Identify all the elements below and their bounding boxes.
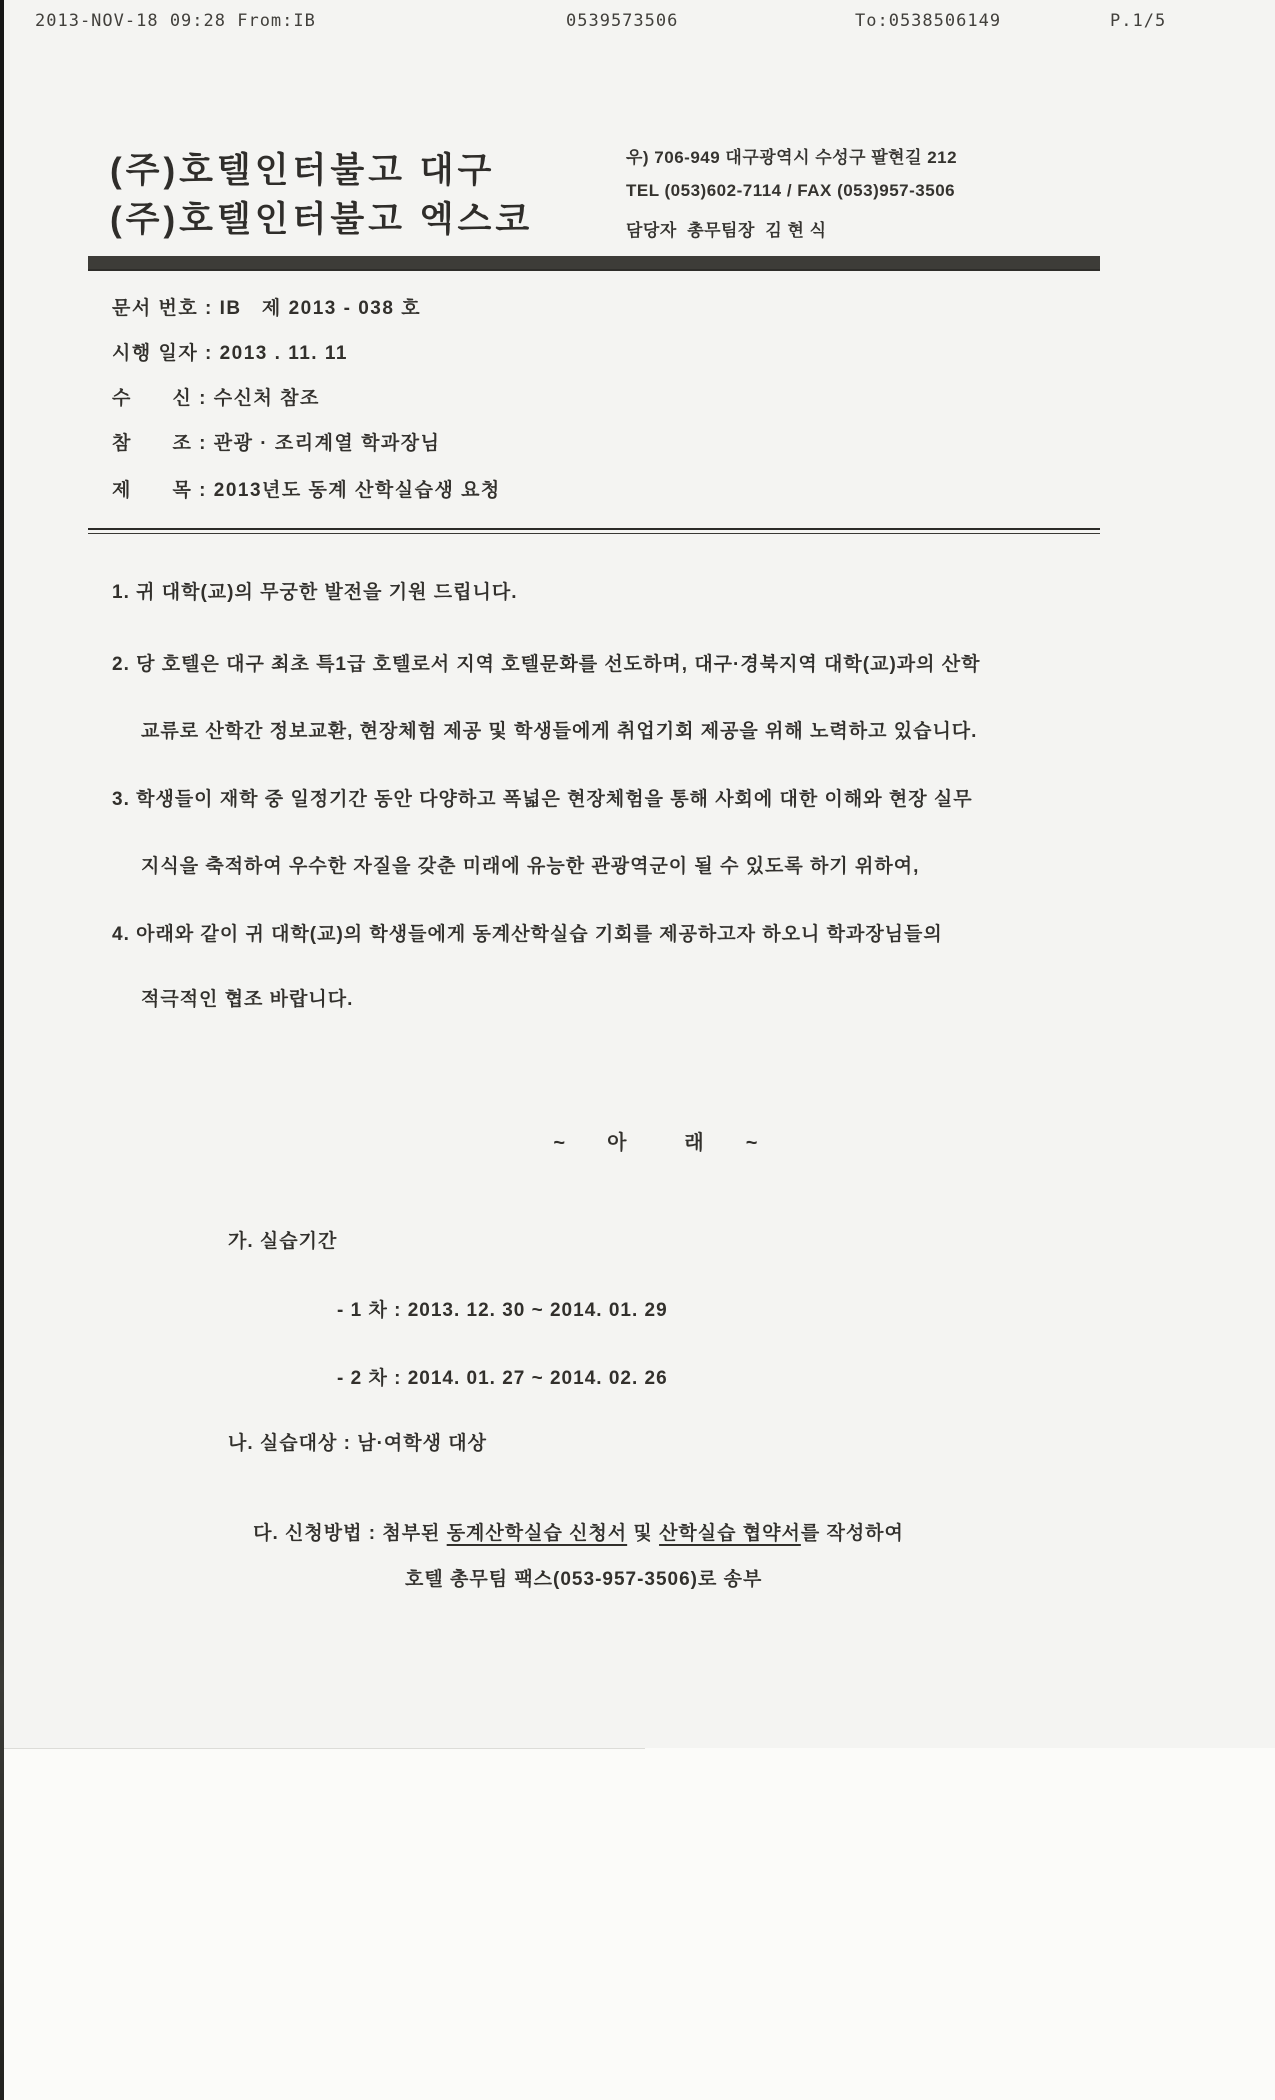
fax-header-to-number: To:0538506149: [855, 11, 1002, 31]
paragraph-4-line2: 적극적인 협조 바랍니다.: [141, 989, 354, 1010]
paragraph-2-line2: 교류로 산학간 정보교환, 현장체험 제공 및 학생들에게 취업기회 제공을 위해 노력하고 있습니다.: [141, 721, 978, 742]
annex-da-mid: 및: [627, 1523, 660, 1544]
header-rule-bar: [88, 256, 1100, 271]
doc-date-label: 시행 일자: [112, 343, 199, 364]
subject-rule-line: [88, 528, 1100, 534]
doc-recipient-row: [112, 383, 320, 410]
colon-separator: :: [198, 343, 220, 364]
sheet-edge-line: [0, 1748, 645, 1749]
annex-da-continuation: 호텔 총무팀 팩스(053-957-3506)로 송부: [405, 1569, 763, 1590]
paragraph-4-line1: 4. 아래와 같이 귀 대학(교)의 학생들에게 동계산학실습 기회를 제공하고자 하오니 학과장님들의: [112, 924, 943, 945]
doc-recipient-value: 수신처 참조: [213, 388, 320, 409]
paragraph-3-line2: 지식을 축적하여 우수한 자질을 갖춘 미래에 유능한 관광역군이 될 수 있도록 하기 위하여,: [141, 856, 920, 877]
doc-attention-value: 관광 · 조리계열 학과장님: [213, 433, 441, 454]
company-name-daegu: (주)호텔인터불고 대구: [110, 151, 496, 190]
doc-number-row: [112, 293, 421, 320]
doc-attention-label: 참 조: [112, 433, 193, 454]
fax-header-page-count: P.1/5: [1110, 11, 1167, 31]
annex-da-suffix: 를 작성하여: [800, 1523, 904, 1544]
paragraph-3-line1: 3. 학생들이 재학 중 일정기간 동안 다양하고 폭넓은 현장체험을 통해 사회에 대한 이해와 현장 실무: [112, 789, 973, 810]
company-name-exco: (주)호텔인터불고 엑스코: [110, 200, 534, 239]
colon-separator: :: [192, 388, 214, 409]
colon-separator: :: [192, 480, 214, 501]
letterhead-contact-person: 담당자 총무팀장 김 현 식: [626, 221, 827, 240]
scan-edge-artifact: [0, 0, 4, 2100]
paragraph-2-line1: 2. 당 호텔은 대구 최초 특1급 호텔로서 지역 호텔문화를 선도하며, 대구·경북지역 대학(교)과의 산학: [112, 654, 981, 675]
divider-right-dash: ~: [745, 1132, 758, 1154]
divider-left-dash: ~: [553, 1132, 566, 1154]
colon-separator: :: [192, 433, 214, 454]
annex-ga-title: 가. 실습기간: [228, 1231, 338, 1252]
doc-date-row: [112, 338, 348, 365]
paragraph-1: 1. 귀 대학(교)의 무궁한 발전을 기원 드립니다.: [112, 582, 518, 603]
annex-period-2: - 2 차 : 2014. 01. 27 ~ 2014. 02. 26: [337, 1368, 668, 1389]
letterhead-address: 우) 706-949 대구광역시 수성구 팔현길 212: [626, 148, 958, 167]
divider-word-a: 아: [607, 1132, 627, 1154]
colon-separator: :: [198, 298, 220, 319]
doc-recipient-label: 수 신: [112, 388, 193, 409]
fax-header-datetime: 2013-NOV-18 09:28 From:IB: [35, 11, 316, 31]
arae-divider: [531, 1103, 757, 1178]
annex-da-underlined-application: 동계산학실습 신청서: [446, 1523, 628, 1544]
annex-da-line: [228, 1496, 904, 1567]
doc-subject-value: 2013년도 동계 산학실습생 요청: [213, 480, 501, 501]
annex-period-1: - 1 차 : 2013. 12. 30 ~ 2014. 01. 29: [337, 1300, 668, 1321]
doc-subject-row: [112, 475, 501, 502]
doc-number-value: IB 제 2013 - 038 호: [219, 298, 422, 319]
doc-date-value: 2013 . 11. 11: [219, 343, 348, 364]
doc-subject-label: 제 목: [112, 480, 193, 501]
annex-da-prefix: 다. 신청방법 : 첨부된: [253, 1523, 447, 1544]
divider-word-rae: 래: [684, 1132, 704, 1154]
doc-attention-row: [112, 428, 441, 455]
fax-header-from-number: 0539573506: [566, 11, 679, 31]
annex-da-underlined-agreement: 산학실습 협약서: [659, 1523, 801, 1544]
annex-na-line: 나. 실습대상 : 남·여학생 대상: [228, 1433, 487, 1454]
letterhead-tel-fax: TEL (053)602-7114 / FAX (053)957-3506: [626, 181, 956, 200]
doc-number-label: 문서 번호: [112, 298, 199, 319]
